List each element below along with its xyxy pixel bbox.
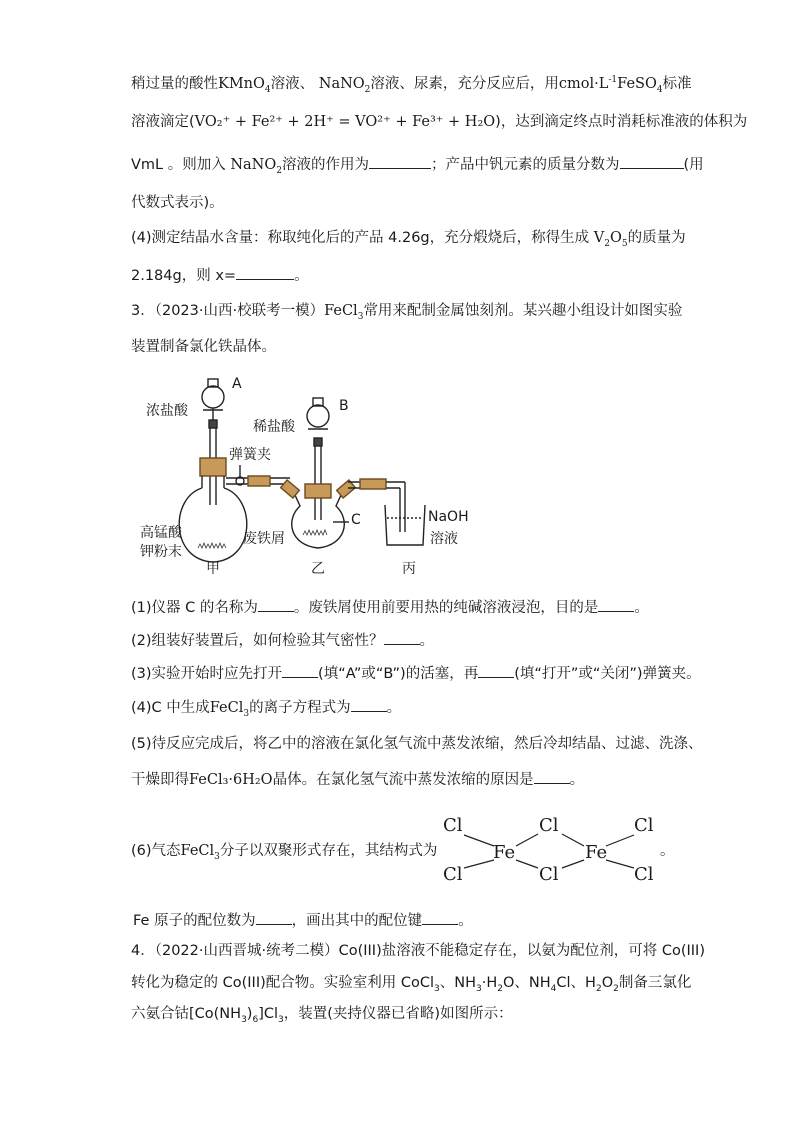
text: 溶液、尿素，充分反应后，用 [370, 75, 559, 92]
subscript: 2 [276, 165, 282, 176]
text: 。 [634, 600, 649, 616]
text: 。 [419, 633, 435, 649]
subscript: 3 [434, 983, 440, 994]
text: (4)测定结晶水含量：称取纯化后的产品 4.26g，充分煅烧后，称得生成 [131, 230, 590, 246]
text: )，达到滴定终点时消耗标准液的体积为 [495, 114, 748, 130]
subscript: 4 [656, 84, 663, 95]
label-kmno4-2: 钾粉末 [140, 544, 182, 560]
part-6-line-2 [133, 909, 473, 931]
atom-cl: Cl [634, 815, 654, 836]
label-bing: 丙 [402, 561, 416, 577]
subscript: 2 [364, 84, 371, 95]
subscript: 4 [550, 983, 557, 994]
text: 稍过量的酸性 [131, 75, 218, 92]
text: VmL 。则加入 [131, 157, 226, 173]
text: 装置制备氯化铁晶体。 [131, 339, 276, 355]
subscript: 4 [264, 84, 271, 95]
question-4-line-3 [131, 1004, 513, 1030]
formula-text: O [609, 230, 622, 246]
subscript: 5 [621, 238, 628, 249]
text: 的质量为 [627, 230, 686, 246]
formula-text: FeCl [324, 303, 358, 319]
text: (3)实验开始时应先打开 [131, 666, 283, 682]
text: (4)C 中生成 [131, 700, 210, 716]
text: Fe 原子的配位数为 [133, 913, 256, 929]
atom-cl: Cl [443, 864, 463, 885]
text: (5)待反应完成后，将乙中的溶液在氯化氢气流中蒸发浓缩，然后冷却结晶、过滤、洗涤、 [131, 736, 703, 752]
formula-text: cmol·L [558, 75, 609, 92]
atom-cl: Cl [539, 864, 559, 885]
label-kmno4-1: 高锰酸 [140, 525, 182, 541]
text: ]Cl [258, 1006, 279, 1022]
formula-text: FeCl [180, 843, 215, 859]
formula-fecl3-hydrate: FeCl₃·6H₂O [189, 772, 273, 788]
text: 溶液的作用为 [282, 157, 369, 173]
formula-text: NaNO [230, 157, 277, 173]
text: (填“A”或“B”)的活塞，再 [318, 666, 479, 682]
label-naoh-2: 溶液 [430, 531, 458, 547]
subscript: 3 [357, 311, 364, 322]
subscript: 3 [214, 851, 220, 862]
label-clamp: 弹簧夹 [229, 447, 271, 463]
subscript: 3 [476, 983, 482, 994]
text: 标准 [662, 75, 692, 92]
part-6-end: 。 [660, 843, 675, 859]
answer-blank[interactable] [256, 909, 292, 925]
atom-cl: Cl [443, 815, 463, 836]
label-yi: 乙 [311, 561, 325, 577]
subscript: 2 [613, 983, 619, 994]
formula-text: KMnO [218, 75, 265, 92]
text: 代数式表示)。 [131, 195, 224, 211]
subscript: 6 [252, 1014, 259, 1025]
question-4-line-2 [131, 973, 691, 999]
label-hcl-conc: 浓盐酸 [146, 403, 188, 419]
atom-cl: Cl [539, 815, 559, 836]
text: 分子以双聚形式存在，其结构式为 [219, 843, 438, 859]
label-c: C [351, 512, 361, 528]
superscript: -1 [608, 75, 618, 85]
text: Cl、H [556, 975, 596, 991]
text: 。 [294, 268, 309, 284]
text: 转化为稳定的 Co(III)配合物。实验室利用 CoCl [131, 975, 435, 991]
text: 常用来配制金属蚀刻剂。某兴趣小组设计如图实验 [363, 303, 683, 319]
label-naoh-1: NaOH [428, 509, 469, 525]
text: O、NH [502, 975, 551, 991]
text: ·H [481, 975, 498, 991]
subscript: 3 [278, 1014, 284, 1025]
titration-equation: VO₂⁺ + Fe²⁺ + 2H⁺ = VO²⁺ + Fe³⁺ + H₂O [194, 114, 496, 130]
text: ) [246, 1006, 253, 1022]
text: 、NH [439, 975, 476, 991]
atom-cl: Cl [634, 864, 654, 885]
subscript: 3 [241, 1014, 247, 1025]
question-4-line-1 [131, 941, 705, 961]
label-b: B [339, 398, 349, 414]
formula-text: FeCl [209, 700, 244, 716]
text: 晶体。在氯化氢气流中蒸发浓缩的原因是 [272, 772, 534, 788]
text: O [601, 975, 614, 991]
label-iron: 废铁屑 [243, 531, 285, 547]
label-jia: 甲 [206, 561, 220, 577]
text: (1)仪器 C 的名称为 [131, 600, 258, 616]
text: 。 [386, 700, 402, 716]
text: 的离子方程式为 [249, 700, 351, 716]
text: 制备三氯化 [618, 975, 692, 991]
label-a: A [232, 376, 242, 392]
text: (6)气态 [131, 843, 181, 859]
subscript: 3 [243, 708, 250, 719]
subscript: 2 [604, 238, 610, 249]
text: 2.184g，则 x= [131, 268, 237, 284]
text: (2)组装好装置后，如何检验其气密性？ [131, 633, 384, 649]
subscript: 2 [497, 983, 503, 994]
atom-fe: Fe [585, 842, 608, 863]
text: 溶液滴定( [131, 114, 195, 130]
text: (填“打开”或“关闭”)弹簧夹。 [514, 666, 701, 682]
answer-blank[interactable] [422, 909, 458, 925]
text: 干燥即得 [131, 772, 189, 788]
label-hcl-dil: 稀盐酸 [253, 419, 295, 435]
text: 六氨合钴[Co(NH [131, 1006, 242, 1022]
text: 4．（2022·山西晋城·统考二模）Co(III)盐溶液不能稳定存在，以氨为配位剂，可将 Co(III) [131, 943, 705, 959]
text: 。 [458, 913, 473, 929]
text: ；产品中钒元素的质量分数为 [431, 157, 620, 173]
question-source: 3．（2023·山西·校联考一模） [131, 303, 325, 319]
text: 。废铁屑使用前要用热的纯碱溶液浸泡，目的是 [293, 600, 599, 616]
text: (用 [683, 157, 704, 173]
formula-text: V [593, 230, 605, 246]
formula-text: NaNO [318, 75, 365, 92]
atom-fe: Fe [493, 842, 516, 863]
formula-text: FeSO [617, 75, 657, 92]
text: 。 [569, 772, 585, 788]
text: ，装置(夹持仪器已省略)如图所示： [283, 1006, 513, 1022]
text: 溶液、 [270, 75, 315, 92]
subscript: 2 [595, 983, 602, 994]
text: ，画出其中的配位键 [291, 913, 423, 929]
